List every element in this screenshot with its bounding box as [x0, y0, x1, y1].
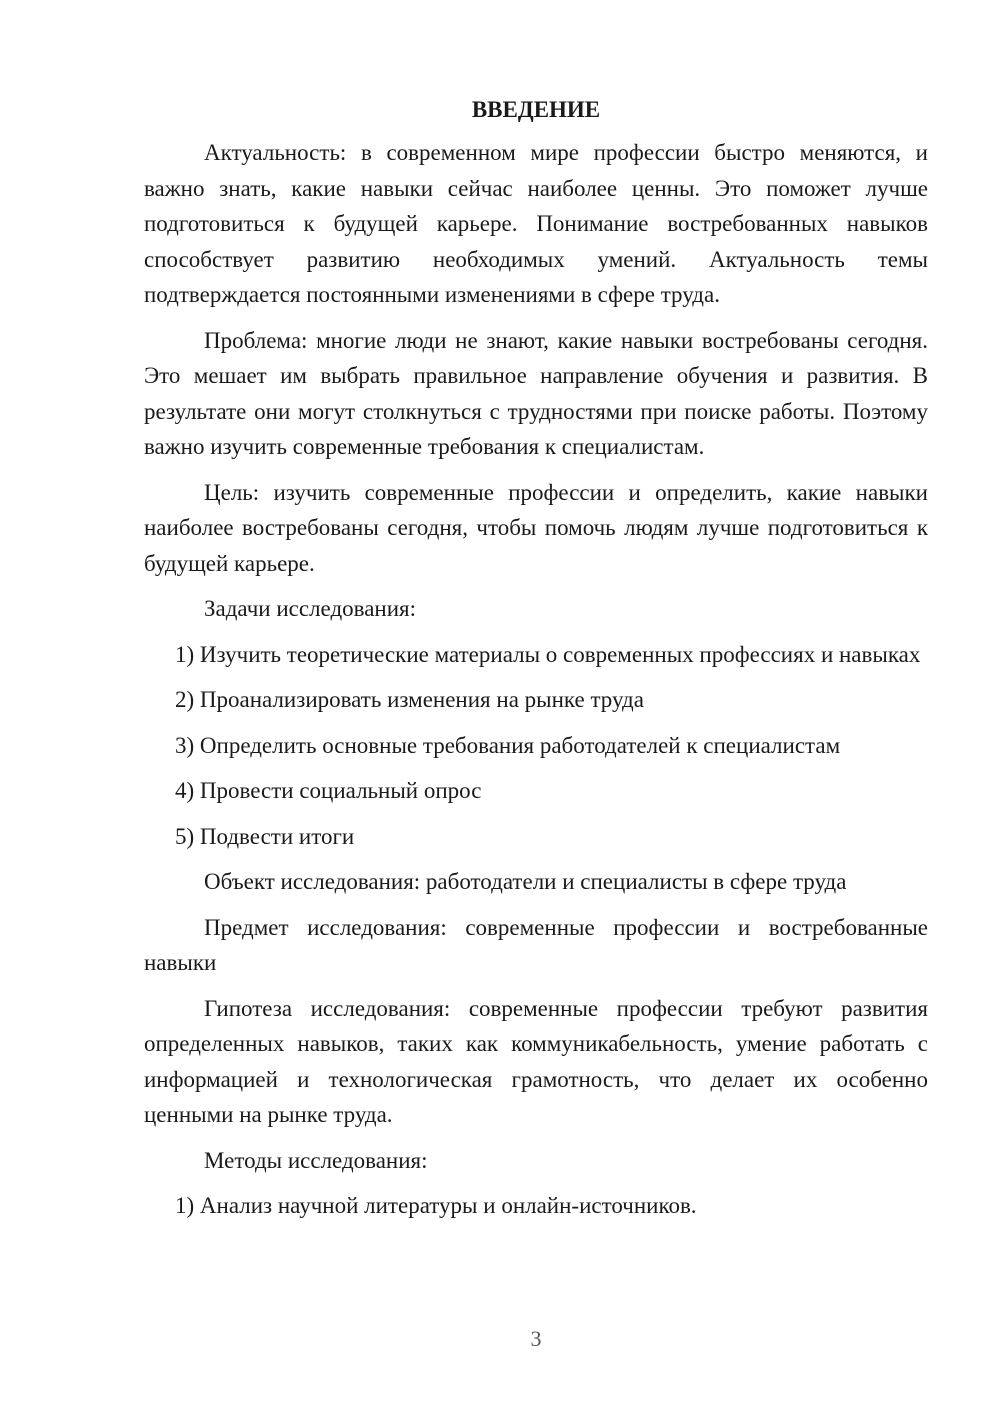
- task-item-2: 2) Проанализировать изменения на рынке труда: [175, 687, 644, 712]
- task-item-3: 3) Определить основные требования работодателей к специалистам: [175, 732, 841, 758]
- object-paragraph: Объект исследования: работодатели и специалисты в сфере труда: [204, 869, 847, 894]
- page-title: ВВЕДЕНИЕ: [471, 97, 601, 122]
- methods-heading: Методы исследования:: [204, 1147, 428, 1173]
- goal-paragraph: Цель: изучить современные профессии и определить, какие навыки наиболее востребованы сегодня, чтобы помочь людям лучше подготовиться к будущей карьере.: [144, 479, 928, 576]
- relevance-paragraph: Актуальность: в современном мире профессии быстро меняются, и важно знать, какие навыки сейчас наиболее ценны. Это поможет лучше подготовиться к будущей карьере. Понимание востребованных навыков способствует развитию необходимых умений. Актуальность темы подтверждается постоянными изменениями в сфере труда.: [144, 140, 928, 307]
- method-item-1: 1) Анализ научной литературы и онлайн-источников.: [175, 1193, 697, 1218]
- tasks-heading: Задачи исследования:: [204, 596, 417, 621]
- task-item-4: 4) Провести социальный опрос: [175, 778, 482, 803]
- subject-paragraph: Предмет исследования: современные профессии и востребованные навыки: [144, 914, 928, 975]
- task-item-1: 1) Изучить теоретические материалы о современных профессиях и навыках: [175, 641, 921, 667]
- page-number: 3: [530, 1326, 542, 1351]
- task-item-5: 5) Подвести итоги: [175, 823, 355, 849]
- hypothesis-paragraph: Гипотеза исследования: современные профессии требуют развития определенных навыков, таких как коммуникабельность, умение работать с информацией и технологическая грамотность, что делает их особенно ценными на рынке труда.: [144, 995, 928, 1127]
- problem-paragraph: Проблема: многие люди не знают, какие навыки востребованы сегодня. Это мешает им выбрать правильное направление обучения и развития. В результате они могут столкнуться с трудностями при поиске работы. Поэтому важно изучить современные требования к специалистам.: [144, 327, 928, 459]
- document-page: [144, 90, 928, 1234]
